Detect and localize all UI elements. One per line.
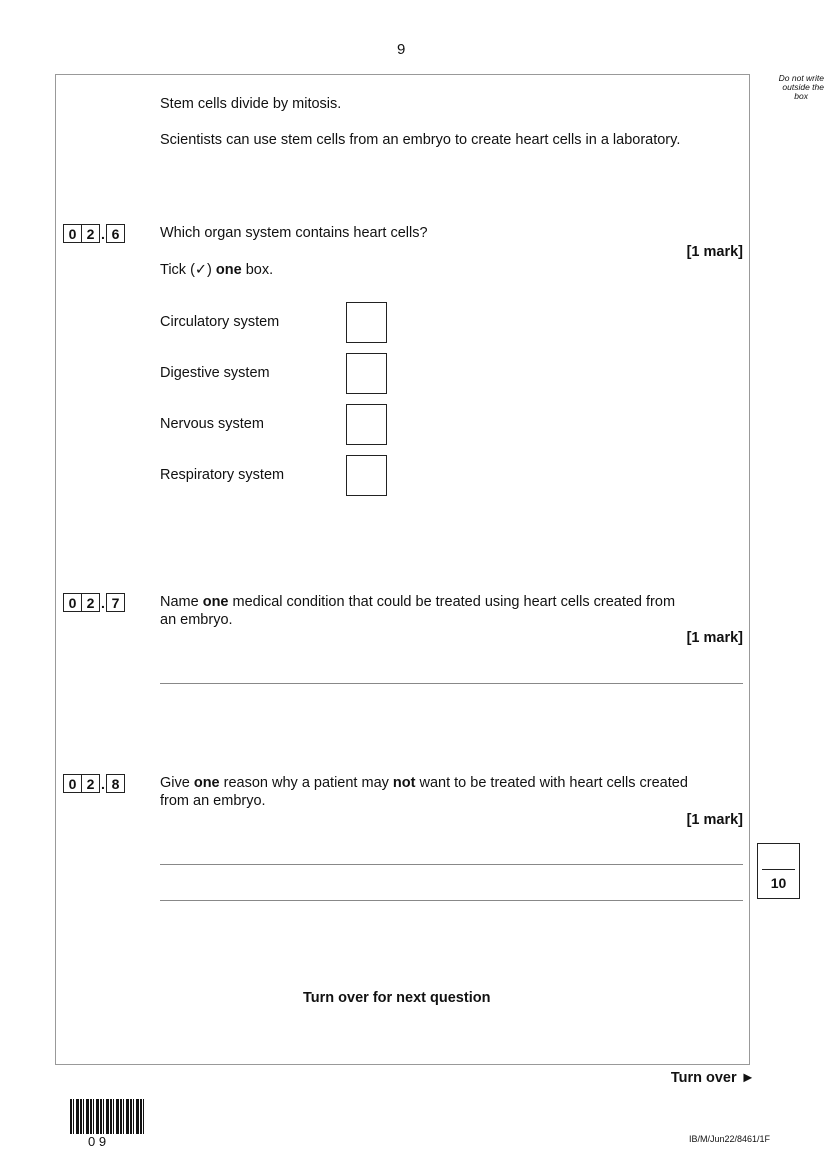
mark-allocation: [1 mark] — [686, 630, 743, 646]
barcode-digits: 0 9 — [88, 1134, 107, 1149]
question-text — [160, 774, 688, 792]
bold-text: one — [193, 775, 220, 791]
question-number-02-6: 0 2 . 6 — [63, 224, 125, 243]
digit-box: 0 — [63, 774, 82, 793]
digit-box: 7 — [106, 593, 125, 612]
digit-box: 0 — [63, 224, 82, 243]
mark-allocation: [1 mark] — [686, 812, 743, 828]
turn-over-next-question: Turn over for next question — [303, 990, 491, 1006]
instruction-bold: one — [215, 262, 242, 278]
question-text: an embryo. — [160, 612, 233, 628]
digit-box: 2 — [82, 224, 100, 243]
tick-box-digestive[interactable] — [346, 353, 387, 394]
tick-box-respiratory[interactable] — [346, 455, 387, 496]
intro-text: Stem cells divide by mitosis. — [160, 96, 342, 112]
tick-box-nervous[interactable] — [346, 404, 387, 445]
question-number-02-7: 0 2 . 7 — [63, 593, 125, 612]
question-number-02-8: 0 2 . 8 — [63, 774, 125, 793]
tick-box-circulatory[interactable] — [346, 302, 387, 343]
question-text: Which organ system contains heart cells? — [160, 225, 428, 241]
paper-code: IB/M/Jun22/8461/1F — [688, 1134, 770, 1144]
option-label: Nervous system — [160, 416, 264, 432]
margin-note-line: Do not write — [778, 73, 824, 83]
instruction-text: Tick (✓) — [160, 262, 216, 278]
page-number: 9 — [397, 41, 406, 58]
option-label: Respiratory system — [160, 467, 285, 483]
text: want to be treated with heart cells created — [415, 775, 688, 791]
mark-allocation: [1 mark] — [686, 244, 743, 260]
text: reason why a patient may — [219, 775, 393, 791]
score-total: 10 — [770, 875, 787, 891]
margin-note-line: box — [794, 91, 808, 101]
digit-box: 6 — [106, 224, 125, 243]
answer-line[interactable] — [160, 900, 743, 901]
digit-box: 0 — [63, 593, 82, 612]
digit-box: 8 — [106, 774, 125, 793]
question-text: from an embryo. — [160, 793, 266, 809]
margin-note-line: outside the — [782, 82, 824, 92]
instruction-text: box. — [241, 262, 274, 278]
bold-text: not — [392, 775, 416, 791]
question-text — [160, 593, 675, 611]
digit-box: 2 — [82, 593, 100, 612]
barcode — [70, 1099, 145, 1134]
instruction — [160, 261, 273, 279]
answer-frame — [55, 74, 750, 1065]
digit-box: 2 — [82, 774, 100, 793]
option-label: Digestive system — [160, 365, 270, 381]
score-box — [757, 843, 800, 899]
margin-note — [758, 74, 824, 101]
intro-text: Scientists can use stem cells from an embryo to create heart cells in a laboratory. — [160, 132, 681, 148]
text: medical condition that could be treated using heart cells created from — [228, 594, 676, 610]
answer-line[interactable] — [160, 864, 743, 865]
answer-line[interactable] — [160, 683, 743, 684]
text: Give — [160, 775, 194, 791]
score-divider — [762, 869, 795, 870]
text: Name — [160, 594, 203, 610]
option-label: Circulatory system — [160, 314, 280, 330]
bold-text: one — [202, 594, 229, 610]
turn-over: Turn over ► — [670, 1070, 755, 1086]
